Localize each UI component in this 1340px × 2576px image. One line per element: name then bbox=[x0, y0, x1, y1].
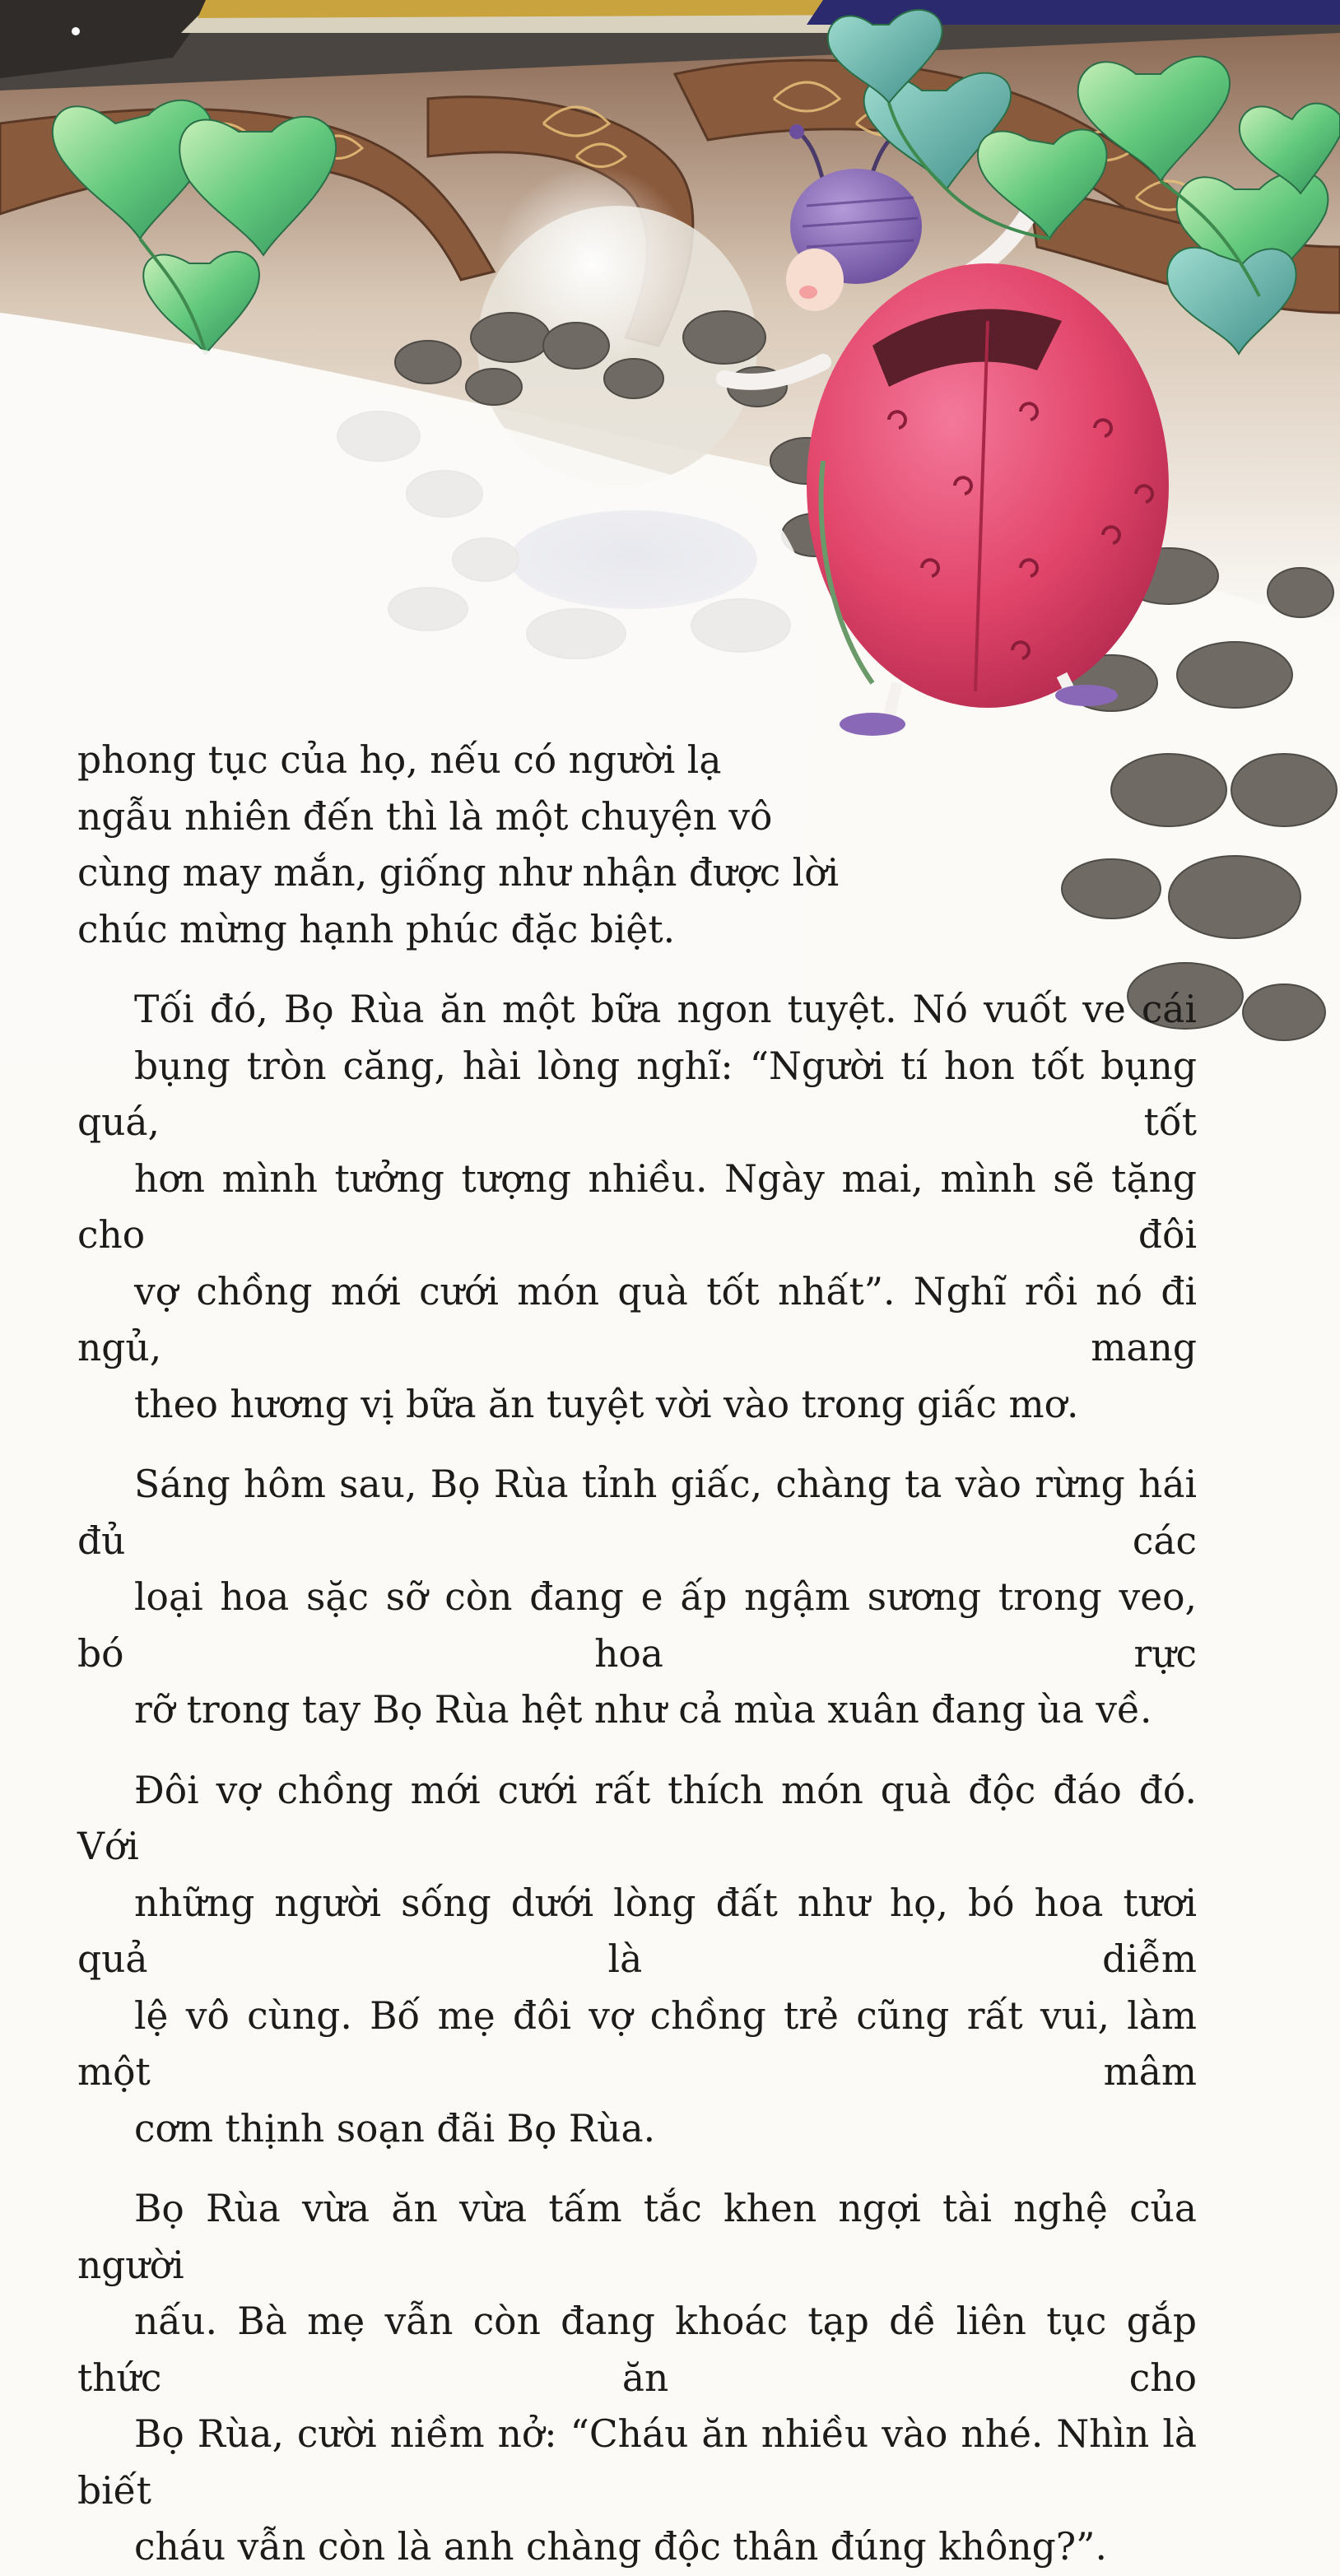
text-line: cơm thịnh soạn đãi Bọ Rùa. bbox=[134, 2106, 656, 2151]
paragraph-3 bbox=[77, 1457, 1197, 1739]
text-line: nấu. Bà mẹ vẫn còn đang khoác tạp dề liên tục gắp thức ăn cho bbox=[77, 2299, 1197, 2400]
paragraph-2 bbox=[77, 982, 1197, 1433]
paragraph-1 bbox=[77, 732, 851, 958]
text-line: Bọ Rùa, cười niềm nở: “Cháu ăn nhiều vào nhé. Nhìn là biết bbox=[77, 2412, 1197, 2513]
paragraph-5 bbox=[77, 2181, 1197, 2576]
text-line: phong tục của họ, nếu có người lạ bbox=[77, 738, 722, 782]
text-line: loại hoa sặc sỡ còn đang e ấp ngậm sương trong veo, bó hoa rực bbox=[77, 1575, 1197, 1676]
text-line: cháu vẫn còn là anh chàng độc thân đúng không?”. bbox=[134, 2525, 1107, 2569]
text-line: cùng may mắn, giống như nhận được lời bbox=[77, 851, 840, 895]
text-line: chúc mừng hạnh phúc đặc biệt. bbox=[77, 907, 676, 951]
text-line: lệ vô cùng. Bố mẹ đôi vợ chồng trẻ cũng rất vui, làm một mâm bbox=[77, 1993, 1197, 2094]
paragraph-4 bbox=[77, 1763, 1197, 2158]
text-line: bụng tròn căng, hài lòng nghĩ: “Người tí hon tốt bụng quá, tốt bbox=[77, 1044, 1197, 1144]
text-line: Đôi vợ chồng mới cưới rất thích món quà độc đáo đó. Với bbox=[77, 1768, 1197, 1868]
text-line: theo hương vị bữa ăn tuyệt vời vào trong giấc mơ. bbox=[134, 1382, 1079, 1426]
text-line: Bọ Rùa vừa ăn vừa tấm tắc khen ngợi tài nghệ của người bbox=[77, 2187, 1197, 2287]
text-line: vợ chồng mới cưới món quà tốt nhất”. Nghĩ rồi nó đi ngủ, mang bbox=[77, 1269, 1197, 1369]
text-line: rỡ trong tay Bọ Rùa hệt như cả mùa xuân đang ùa về. bbox=[134, 1688, 1152, 1732]
text-line: Sáng hôm sau, Bọ Rùa tỉnh giấc, chàng ta vào rừng hái đủ các bbox=[77, 1462, 1197, 1563]
text-line: hơn mình tưởng tượng nhiều. Ngày mai, mình sẽ tặng cho đôi bbox=[77, 1156, 1197, 1257]
story-text bbox=[77, 732, 1197, 2576]
text-line: Tối đó, Bọ Rùa ăn một bữa ngon tuyệt. Nó vuốt ve cái bbox=[134, 988, 1197, 1031]
text-line: những người sống dưới lòng đất như họ, bó hoa tươi quả là diễm bbox=[77, 1881, 1197, 1981]
text-line: ngẫu nhiên đến thì là một chuyện vô bbox=[77, 794, 773, 839]
